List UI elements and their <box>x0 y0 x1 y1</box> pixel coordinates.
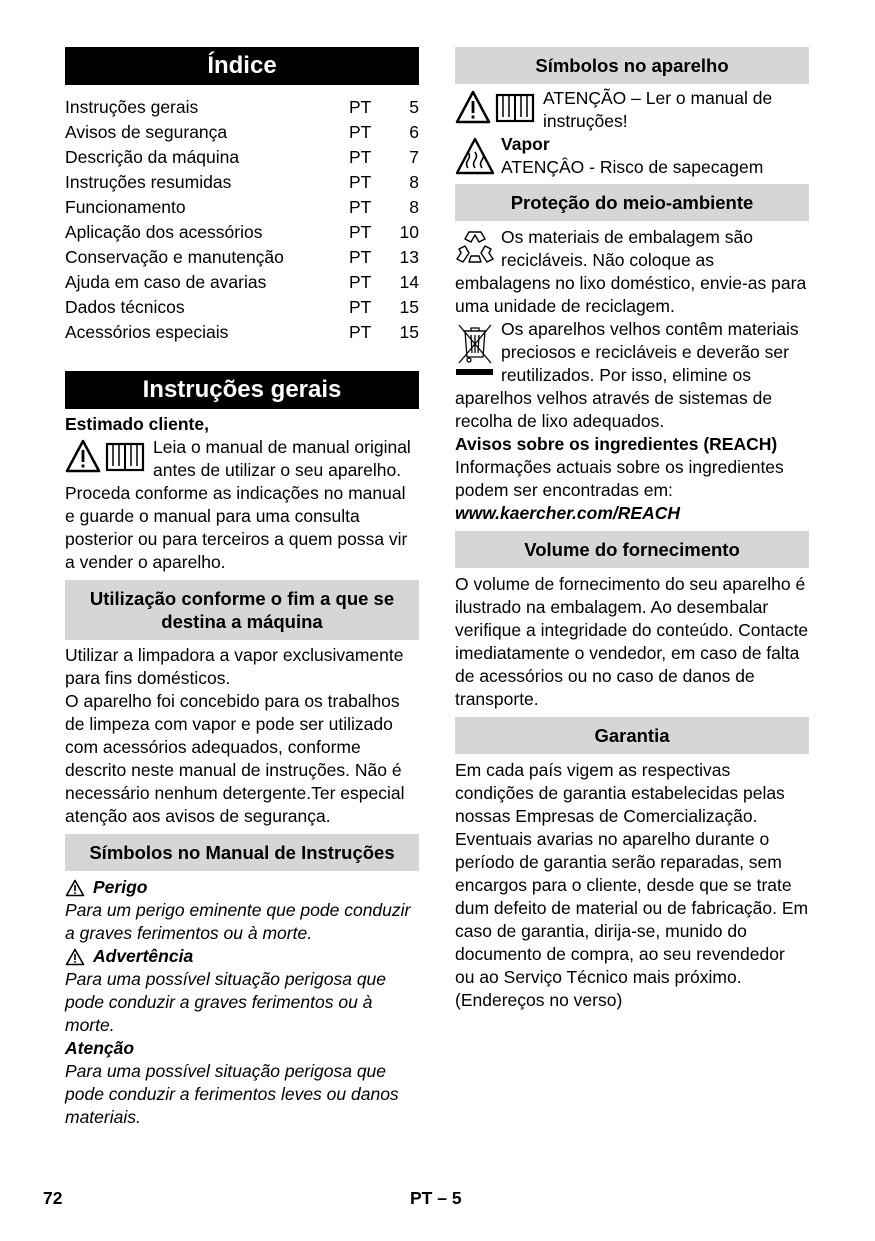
danger-line <box>65 876 419 899</box>
symbols-device-heading: Símbolos no aparelho <box>455 47 809 84</box>
environment-heading: Proteção do meio-ambiente <box>455 184 809 221</box>
warning-triangle-manual-icon <box>455 89 537 125</box>
warning-label: Advertência <box>93 946 194 966</box>
steam-warning-icon-group <box>455 137 495 175</box>
steam-label: Vapor <box>501 134 550 154</box>
reach-heading: Avisos sobre os ingredientes (REACH) <box>455 434 778 454</box>
warning-manual-icon-group <box>65 438 147 474</box>
warning-line <box>65 945 419 968</box>
toc-row[interactable] <box>65 295 419 320</box>
warning-triangle-icon <box>65 879 85 897</box>
toc-page: 14 <box>399 272 419 292</box>
toc-page: 15 <box>399 297 419 317</box>
warning-text: Para uma possível situação perigosa que pode conduzir a graves ferimentos ou à morte. <box>65 969 387 1035</box>
toc-title: Dados técnicos <box>65 297 185 317</box>
toc-page: 8 <box>409 172 419 192</box>
toc-row[interactable] <box>65 195 419 220</box>
toc-title: Instruções resumidas <box>65 172 232 192</box>
toc-code: PT <box>349 147 372 167</box>
toc-page: 6 <box>409 122 419 142</box>
toc-row[interactable] <box>65 220 419 245</box>
recycle-icon-group <box>455 229 495 265</box>
intended-use-heading: Utilização conforme o fim a que se destina a máquina <box>65 580 419 640</box>
toc-title: Instruções gerais <box>65 97 199 117</box>
read-manual-block <box>65 436 419 574</box>
hot-steam-warning-icon <box>455 137 495 175</box>
danger-label: Perigo <box>93 877 148 897</box>
toc-row[interactable] <box>65 320 419 345</box>
toc-title: Conservação e manutenção <box>65 247 284 267</box>
attention-manual-block <box>455 87 809 133</box>
toc-page: 10 <box>399 222 419 242</box>
warning-manual-icon-group <box>455 89 537 125</box>
symbols-manual-heading: Símbolos no Manual de Instruções <box>65 834 419 871</box>
toc-title: Aplicação dos acessórios <box>65 222 263 242</box>
toc-title: Ajuda em caso de avarias <box>65 272 267 292</box>
toc-page: 15 <box>399 322 419 342</box>
toc-code: PT <box>349 197 372 217</box>
steam-text: ATENÇÂO - Risco de sapecagem <box>501 157 764 177</box>
weee-icon-group <box>455 321 495 375</box>
toc-code: PT <box>349 172 372 192</box>
read-manual-text: Leia o manual de manual original antes de utilizar o seu aparelho. Proceda conforme as indicações no manual e guarde o manual para uma consulta posterior ou para terceiros a quem possa vir a vender o aparelho. <box>65 437 411 572</box>
steam-block <box>455 133 809 179</box>
toc-row[interactable] <box>65 95 419 120</box>
warranty-heading: Garantia <box>455 717 809 754</box>
intended-use-p2: O aparelho foi concebido para os trabalhos de limpeza com vapor e pode ser utilizado com acessórios adequados, conforme descrito neste manual de instruções. Não é necessário nenhum detergente.Ter especial atenção aos avisos de segurança. <box>65 691 405 826</box>
toc-row[interactable] <box>65 270 419 295</box>
toc-row[interactable] <box>65 245 419 270</box>
toc-page: 7 <box>409 147 419 167</box>
toc-page: 5 <box>409 97 419 117</box>
toc-row[interactable] <box>65 170 419 195</box>
toc-code: PT <box>349 272 372 292</box>
scope-of-delivery-heading: Volume do fornecimento <box>455 531 809 568</box>
intended-use-p1: Utilizar a limpadora a vapor exclusivamente para fins domésticos. <box>65 645 404 688</box>
left-column <box>65 47 419 1129</box>
toc-title: Funcionamento <box>65 197 186 217</box>
toc-code: PT <box>349 247 372 267</box>
page-number: 72 <box>43 1188 63 1208</box>
toc-page: 8 <box>409 197 419 217</box>
right-column <box>455 47 809 1012</box>
caution-label: Atenção <box>65 1038 135 1058</box>
recycle-block <box>455 226 809 318</box>
danger-text: Para um perigo eminente que pode conduzir a graves ferimentos ou à morte. <box>65 900 411 943</box>
warranty-text: Em cada país vigem as respectivas condições de garantia estabelecidas pelas nossas Empresas de Comercialização. Eventuais avarias no aparelho durante o período de garantia serão reparadas, sem encargos para o cliente, desde que se trate dum defeito de material ou de fabricação. Em caso de garantia, dirija-se, munido do documento de compra, ao seu revendedor ou ao Serviço Técnico mais próximo. (Endereços no verso) <box>455 760 809 1010</box>
scope-of-delivery-text: O volume de fornecimento do seu aparelho é ilustrado na embalagem. Ao desembalar verifique a integridade do conteúdo. Contacte imediatamente o vendedor, em caso de falta de acessórios ou no caso de danos de transporte. <box>455 574 809 709</box>
weee-block <box>455 318 809 433</box>
recycle-icon <box>455 229 495 265</box>
toc-code: PT <box>349 222 372 242</box>
toc-page: 13 <box>399 247 419 267</box>
toc-title: Avisos de segurança <box>65 122 228 142</box>
dear-customer: Estimado cliente, <box>65 414 209 434</box>
toc-code: PT <box>349 122 372 142</box>
crossed-bin-icon <box>455 321 495 375</box>
toc-row[interactable] <box>65 145 419 170</box>
table-of-contents <box>65 95 419 345</box>
toc-row[interactable] <box>65 120 419 145</box>
toc-code: PT <box>349 322 372 342</box>
warning-triangle-icon <box>65 948 85 966</box>
caution-text: Para uma possível situação perigosa que pode conduzir a ferimentos leves ou danos materiais. <box>65 1061 399 1127</box>
toc-title: Acessórios especiais <box>65 322 229 342</box>
recycle-text: Os materiais de embalagem são recicláveis. Não coloque as embalagens no lixo doméstico, envie-as para uma unidade de reciclagem. <box>455 227 807 316</box>
reach-text: Informações actuais sobre os ingredientes podem ser encontradas em: <box>455 457 784 500</box>
general-instructions-heading: Instruções gerais <box>65 371 419 409</box>
attention-manual-text: ATENÇÃO – Ler o manual de instruções! <box>543 88 773 131</box>
toc-heading: Índice <box>65 47 419 85</box>
toc-code: PT <box>349 97 372 117</box>
warning-triangle-manual-icon <box>65 438 147 474</box>
weee-text: Os aparelhos velhos contêm materiais preciosos e recicláveis e deverão ser reutilizados. Por isso, elimine os aparelhos velhos através de sistemas de recolha de lixo adequados. <box>455 319 799 431</box>
reach-link[interactable]: www.kaercher.com/REACH <box>455 503 680 523</box>
section-page-label: PT – 5 <box>410 1188 462 1208</box>
toc-title: Descrição da máquina <box>65 147 240 167</box>
toc-code: PT <box>349 297 372 317</box>
